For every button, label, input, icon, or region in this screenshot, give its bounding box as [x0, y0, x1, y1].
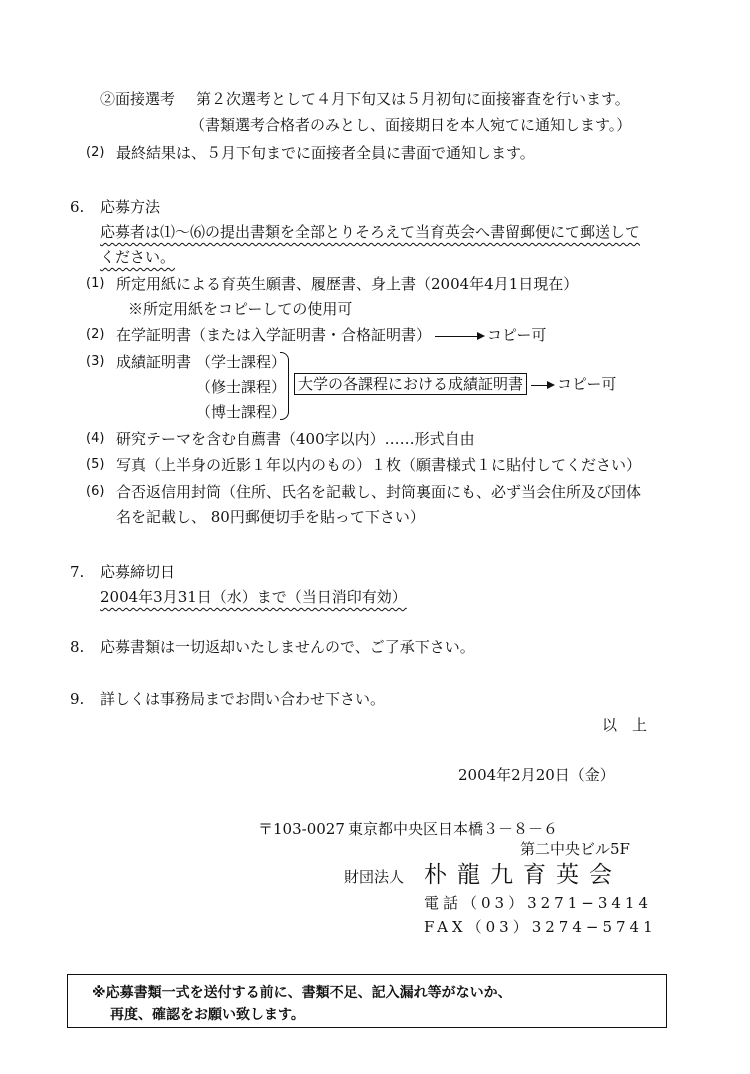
- section7-number: 7.: [70, 563, 85, 581]
- item2-arrow-text: コピー可: [487, 326, 547, 344]
- final-result-number: (2): [86, 145, 105, 160]
- item1-line1: 所定用紙による育英生願書、履歴書、身上書（2004年4月1日現在）: [116, 275, 579, 293]
- item3-text: 成績証明書: [116, 353, 192, 371]
- item3-arrow-text: コピー可: [557, 375, 617, 393]
- section6-lead-line2: ください。: [100, 248, 176, 266]
- item6-number: (6): [86, 484, 105, 499]
- phone-number: 電話（03）3271−3414: [424, 894, 653, 912]
- section8-text: 応募書類は一切返却いたしませんので、ご了承下さい。: [100, 638, 475, 656]
- address-line2: 第二中央ビル5F: [520, 840, 630, 858]
- notice-line1: ※応募書類一式を送付する前に、書類不足、記入漏れ等がないか、: [92, 985, 512, 1001]
- section9-text: 詳しくは事務局までお問い合わせ下さい。: [100, 690, 386, 708]
- section6-number: 6.: [70, 198, 85, 216]
- arrow-icon: [435, 336, 483, 337]
- item2-label: 在学証明書（または入学証明書・合格証明書）: [116, 326, 432, 344]
- item5-number: (5): [86, 457, 105, 472]
- document-date: 2004年2月20日（金）: [458, 766, 615, 784]
- section8-number: 8.: [70, 638, 85, 656]
- item3-sub1: （学士課程）: [196, 353, 287, 371]
- closing: 以 上: [602, 716, 648, 734]
- postal-code: 〒103-0027: [258, 820, 345, 838]
- section6-lead-line1: 応募者は⑴〜⑹の提出書類を全部とりそろえて当育英会へ書留郵便にて郵送して: [100, 223, 641, 241]
- arrow-icon: [531, 385, 553, 386]
- deadline: 2004年3月31日（水）まで（当日消印有効）: [100, 588, 407, 606]
- org-prefix: 財団法人: [344, 868, 405, 886]
- item6-line1: 合否返信用封筒（住所、氏名を記載し、封筒裏面にも、必ず当会住所及び団体: [116, 483, 642, 501]
- item2-number: (2): [86, 327, 105, 342]
- org-name: 朴龍九育英会: [424, 862, 622, 888]
- item1-number: (1): [86, 276, 105, 291]
- item3-number: (3): [86, 354, 105, 369]
- interview-note: （書類選考合格者のみとし、面接期日を本人宛てに通知します。）: [190, 116, 632, 134]
- final-result-text: 最終結果は、５月下旬までに面接者全員に書面で通知します。: [116, 144, 535, 162]
- item5-text: 写真（上半身の近影１年以内のもの）１枚（願書様式１に貼付してください）: [116, 456, 642, 474]
- item4-number: (4): [86, 431, 105, 446]
- section6-title: 応募方法: [100, 198, 161, 216]
- interview-label: ②面接選考: [100, 90, 176, 108]
- transcript-box: 大学の各課程における成績証明書: [294, 373, 527, 395]
- item3-sub3: （博士課程）: [196, 403, 287, 421]
- brace-icon: [280, 352, 289, 420]
- fax-number: FAX（03）3274−5741: [424, 918, 657, 936]
- address-line1: 東京都中央区日本橋３－８－６: [348, 820, 559, 838]
- item4-text: 研究テーマを含む自薦書（400字以内）……形式自由: [116, 430, 475, 448]
- item2-text: [116, 328, 546, 343]
- item3-result: [294, 377, 616, 392]
- interview-text: 第２次選考として４月下旬又は５月初旬に面接審査を行います。: [196, 90, 630, 108]
- item6-line2: 名を記載し、 80円郵便切手を貼って下さい）: [116, 508, 425, 526]
- item3-sub2: （修士課程）: [196, 378, 287, 396]
- section7-title: 応募締切日: [100, 563, 176, 581]
- item1-line2: ※所定用紙をコピーしての使用可: [128, 300, 353, 318]
- section9-number: 9.: [70, 690, 85, 708]
- notice-line2: 再度、確認をお願い致します。: [110, 1007, 305, 1023]
